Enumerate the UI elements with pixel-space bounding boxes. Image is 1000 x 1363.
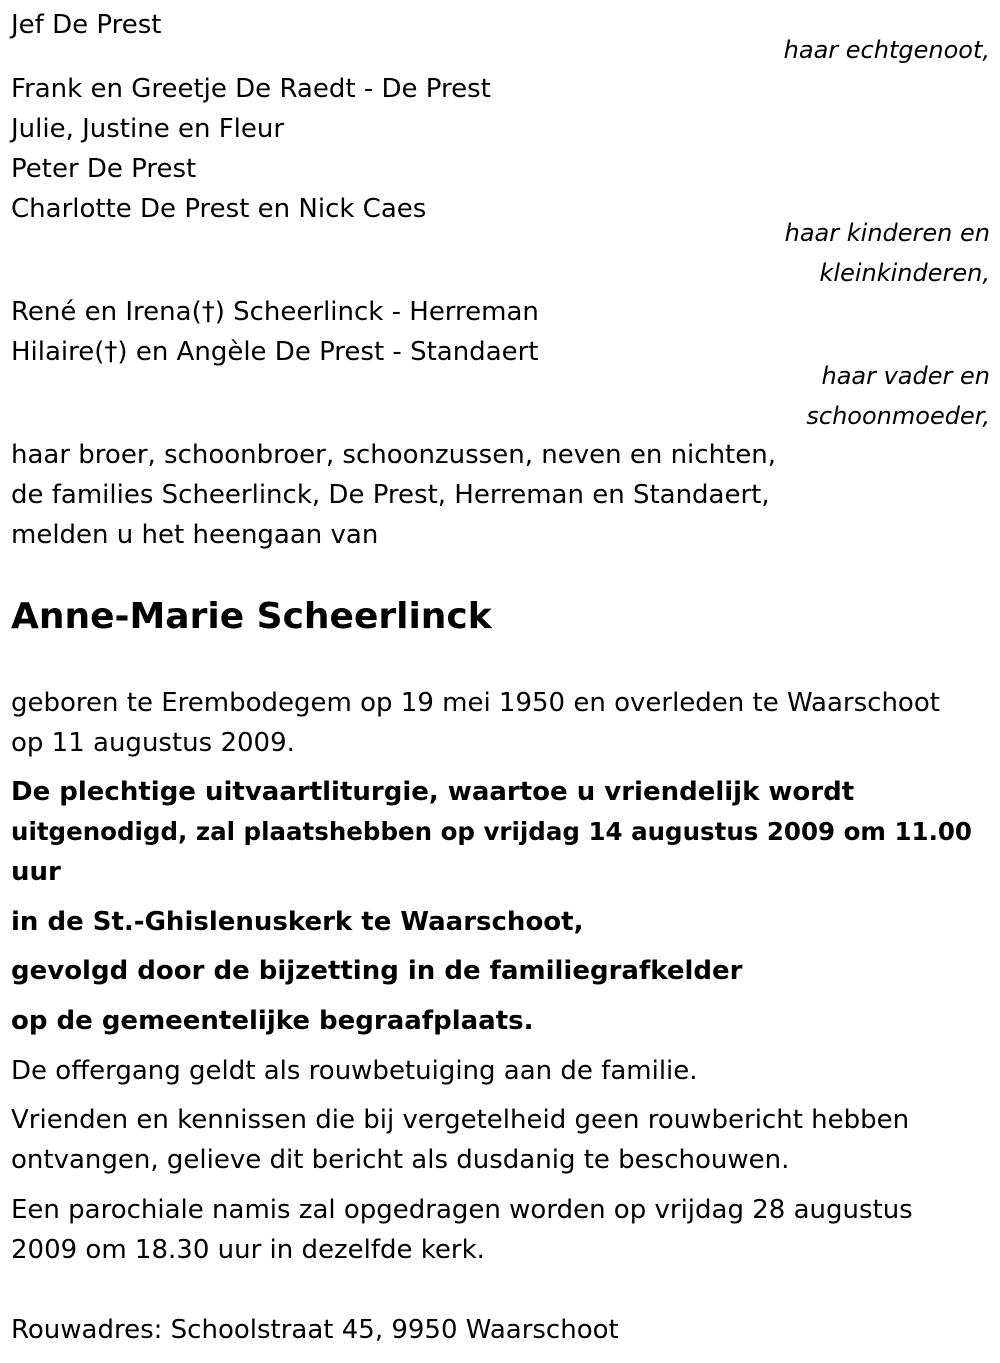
mourning-address: Rouwadres: Schoolstraat 45, 9950 Waarschoot: [11, 1315, 619, 1345]
ceremony-line-1: De plechtige uitvaartliturgie, waartoe u vriendelijk wordt: [11, 777, 855, 807]
spouse-role: haar echtgenoot,: [783, 36, 990, 64]
notice-line-2: ontvangen, gelieve dit bericht als dusdanig te beschouwen.: [11, 1145, 790, 1175]
children-role-line-1: haar kinderen en: [784, 219, 990, 247]
ceremony-line-2: uitgenodigd, zal plaatshebben op vrijdag 14 augustus 2009 om 11.00: [11, 817, 972, 846]
children-line-1: Frank en Greetje De Raedt - De Prest: [11, 74, 491, 104]
children-line-3: Peter De Prest: [11, 154, 197, 184]
deceased-name: Anne-Marie Scheerlinck: [11, 596, 492, 637]
birth-death-line-2: op 11 augustus 2009.: [11, 728, 295, 758]
birth-death-line-1: geboren te Erembodegem op 19 mei 1950 en overleden te Waarschoot: [11, 688, 940, 718]
ceremony-line-3: uur: [11, 857, 61, 887]
parents-role-line-1: haar vader en: [821, 362, 990, 390]
mass-line-2: 2009 om 18.30 uur in dezelfde kerk.: [11, 1235, 485, 1265]
burial-line-1: gevolgd door de bijzetting in de familiegrafkelder: [11, 956, 743, 986]
burial-line-2: op de gemeentelijke begraafplaats.: [11, 1006, 534, 1036]
parents-role-line-2: schoonmoeder,: [806, 402, 990, 430]
notice-line-1: Vrienden en kennissen die bij vergetelheid geen rouwbericht hebben: [11, 1105, 910, 1135]
parents-line-1: René en Irena(†) Scheerlinck - Herreman: [11, 297, 539, 327]
spouse-name: Jef De Prest: [11, 10, 162, 40]
mass-line-1: Een parochiale namis zal opgedragen worden op vrijdag 28 augustus: [11, 1195, 913, 1225]
offering-line: De offergang geldt als rouwbetuiging aan de familie.: [11, 1056, 698, 1086]
others-line-1: haar broer, schoonbroer, schoonzussen, neven en nichten,: [11, 440, 776, 470]
church-line: in de St.-Ghislenuskerk te Waarschoot,: [11, 907, 584, 937]
children-line-4: Charlotte De Prest en Nick Caes: [11, 194, 427, 224]
others-line-2: de families Scheerlinck, De Prest, Herreman en Standaert,: [11, 480, 770, 510]
children-line-2: Julie, Justine en Fleur: [11, 114, 285, 144]
others-line-3: melden u het heengaan van: [11, 520, 379, 550]
parents-line-2: Hilaire(†) en Angèle De Prest - Standaert: [11, 337, 539, 367]
children-role-line-2: kleinkinderen,: [819, 259, 990, 287]
